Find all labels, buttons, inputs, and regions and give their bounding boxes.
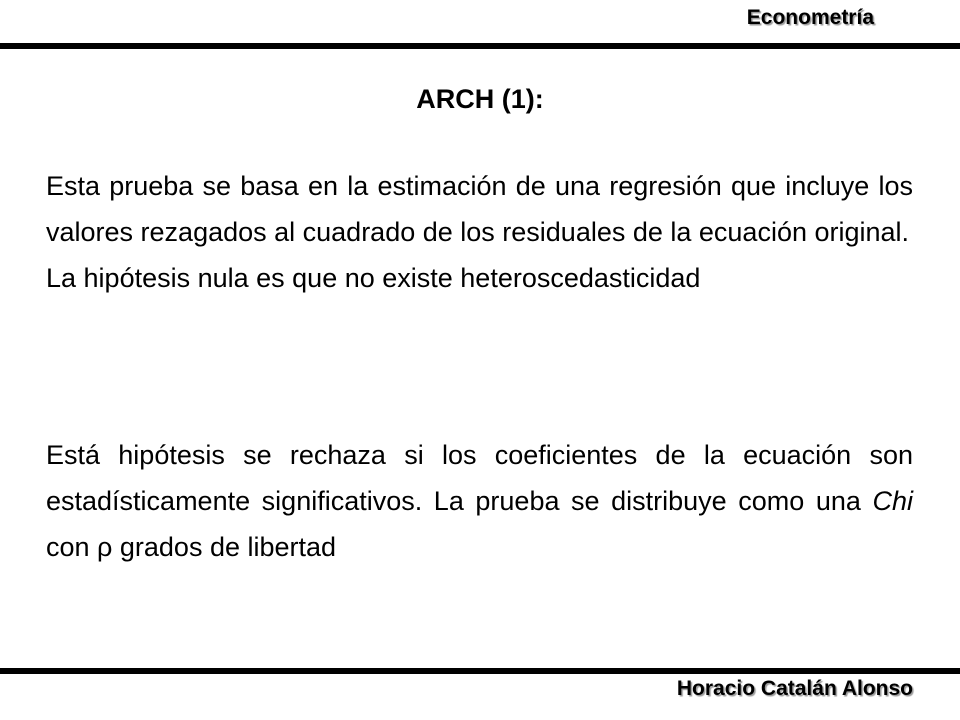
slide-title: ARCH (1): <box>416 84 544 114</box>
paragraph-text: con ρ grados de libertad <box>46 532 337 562</box>
chi-emphasis: Chi <box>872 486 913 516</box>
author-label: Horacio Catalán Alonso <box>676 677 913 700</box>
paragraph-text: Está hipótesis se rechaza si los coeficientes de la ecuación son estadísticamente significativos. La prueba se distribuye como una <box>46 440 913 516</box>
bottom-divider <box>0 668 960 674</box>
paragraph-test-decision <box>46 432 913 570</box>
course-label: Econometría <box>746 6 874 29</box>
paragraph-test-description <box>46 163 913 301</box>
paragraph-text: La hipótesis nula es que no existe heteroscedasticidad <box>46 263 701 293</box>
paragraph-text: Esta prueba se basa en la estimación de una regresión que incluye los valores rezagados al cuadrado de los residuales de la ecuación original. <box>46 171 913 247</box>
top-divider <box>0 43 960 49</box>
